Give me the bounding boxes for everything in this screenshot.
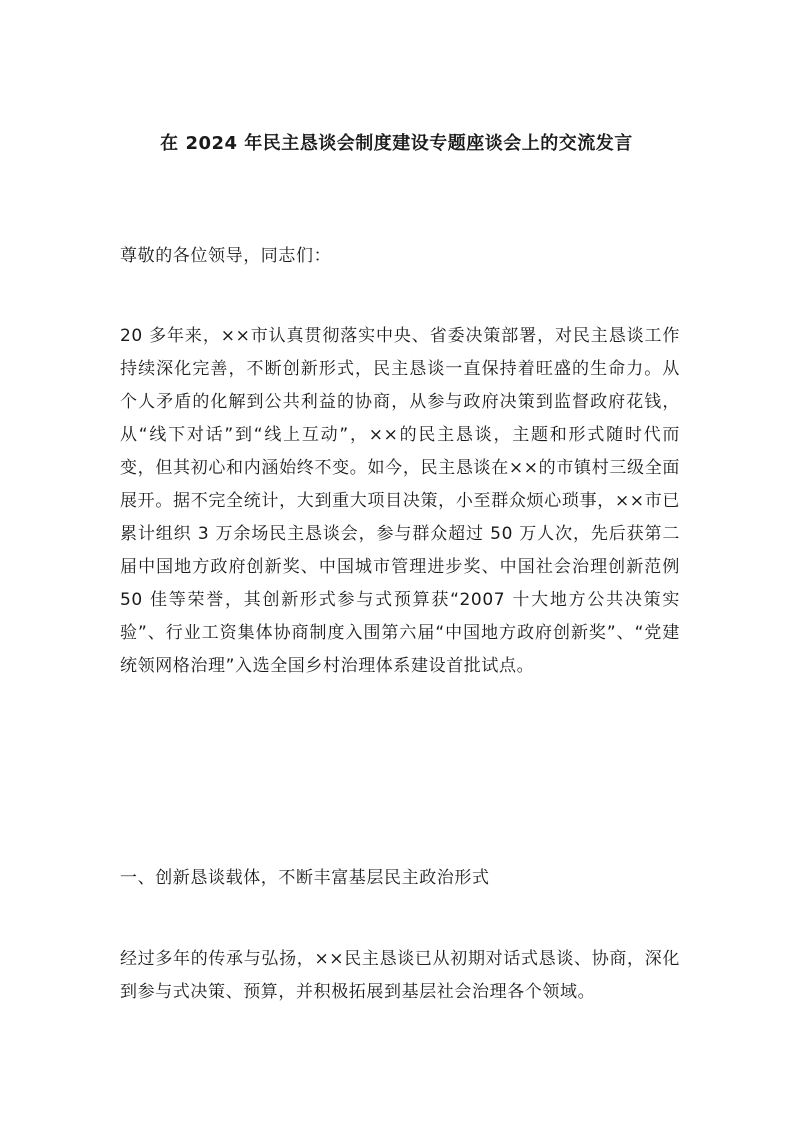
section-heading-1: 一、创新恳谈载体，不断丰富基层民主政治形式 xyxy=(120,868,490,888)
greeting-paragraph: 尊敬的各位领导，同志们： xyxy=(120,246,332,266)
section-body-1: 经过多年的传承与弘扬，××民主恳谈已从初期对话式恳谈、协商，深化到参与式决策、预算，并积极拓展到基层社会治理各个领域。 xyxy=(120,949,680,1002)
intro-paragraph: 20 多年来，××市认真贯彻落实中央、省委决策部署，对民主恳谈工作持续深化完善，不断创新形式，民主恳谈一直保持着旺盛的生命力。从个人矛盾的化解到公共利益的协商，从参与政府决策到监督政府花钱，从“线下对话”到“线上互动”，××的民主恳谈，主题和形式随时代而变，但其初心和内涵始终不变。如今，民主恳谈在××的市镇村三级全面展开。据不完全统计，大到重大项目决策，小至群众烦心琐事，××市已累计组织 3 万余场民主恳谈会，参与群众超过 50 万人次，先后获第二届中国地方政府创新奖、中国城市管理进步奖、中国社会治理创新范例 50 佳等荣誉，其创新形式参与式预算获“2007 十大地方公共决策实验”、行业工资集体协商制度入围第六届“中国地方政府创新奖”、“党建统领网格治理”入选全国乡村治理体系建设首批试点。 xyxy=(120,326,680,676)
document-title: 在 2024 年民主恳谈会制度建设专题座谈会上的交流发言 xyxy=(160,133,633,154)
